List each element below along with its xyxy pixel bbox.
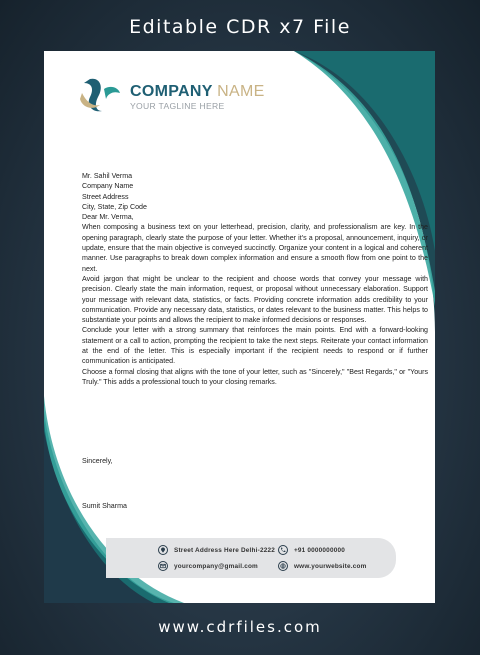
letterhead-page (44, 51, 435, 603)
letter-paragraph: Conclude your letter with a strong summary that reinforces the main points. End with a forward-looking statement or a call to action, prompting the recipient to take the next steps. Reiterate your contact information at the end of the letter. This is especially important if the recipient needs to respond or if further communication is anticipated. (82, 326, 428, 366)
contact-address-text: Street Address Here Delhi-2222 (174, 546, 275, 554)
recipient-company: Company Name (82, 182, 134, 191)
contact-website-text[interactable]: www.yourwebsite.com (294, 562, 367, 570)
location-pin-icon (158, 545, 168, 555)
letter-paragraph: When composing a business text on your letterhead, precision, clarity, and professionalism are key. In the opening paragraph, clearly state the purpose of your letter. Whether it's a proposal, announcement, inquiry, or update, ensure that the main objective is conveyed succinctly. Organize your content in a logical and coherent manner. Use paragraphs to break down complex information and ensure a smooth flow from one point to the next. (82, 223, 428, 273)
recipient-city: City, State, Zip Code (82, 202, 147, 211)
letter-body (82, 171, 428, 387)
company-name (130, 83, 265, 101)
email-icon (158, 561, 168, 571)
contact-website (278, 561, 366, 571)
contact-phone (278, 545, 345, 555)
contact-email-text[interactable]: yourcompany@gmail.com (174, 562, 258, 570)
company-tagline: YOUR TAGLINE HERE (130, 101, 225, 111)
contact-phone-text: +91 0000000000 (294, 546, 345, 554)
contact-bar (106, 538, 396, 578)
contact-address (158, 545, 275, 555)
recipient-street: Street Address (82, 192, 129, 201)
company-name-secondary: NAME (217, 83, 265, 100)
phone-icon (278, 545, 288, 555)
salutation: Dear Mr. Verma, (82, 213, 134, 222)
signer-name: Sumit Sharma (82, 502, 127, 510)
banner-title: Editable CDR x7 File (129, 16, 351, 38)
company-logo-icon (78, 75, 124, 115)
contact-email (158, 561, 258, 571)
company-name-primary: COMPANY (130, 83, 213, 100)
letter-paragraph: Choose a formal closing that aligns with the tone of your letter, such as "Sincerely," "Best Regards," or "Yours Truly." This adds a professional touch to your closing remarks. (82, 367, 428, 386)
letter-paragraph: Avoid jargon that might be unclear to the recipient and choose words that convey your message with precision. Clearly state the main information, request, or proposal without unnecessary elaboration. Support your message with relevant data, statistics, or facts. Providing concrete information adds credibility to your communication. Provide any necessary data, statistics, or dates relevant to the business matter. This helps to substantiate your points and allows the recipient to make informed decisions or responses. (82, 274, 428, 325)
recipient-name: Mr. Sahil Verma (82, 172, 133, 180)
letter-closing: Sincerely, (82, 457, 113, 465)
banner-footer-url: www.cdrfiles.com (158, 618, 322, 636)
globe-icon (278, 561, 288, 571)
